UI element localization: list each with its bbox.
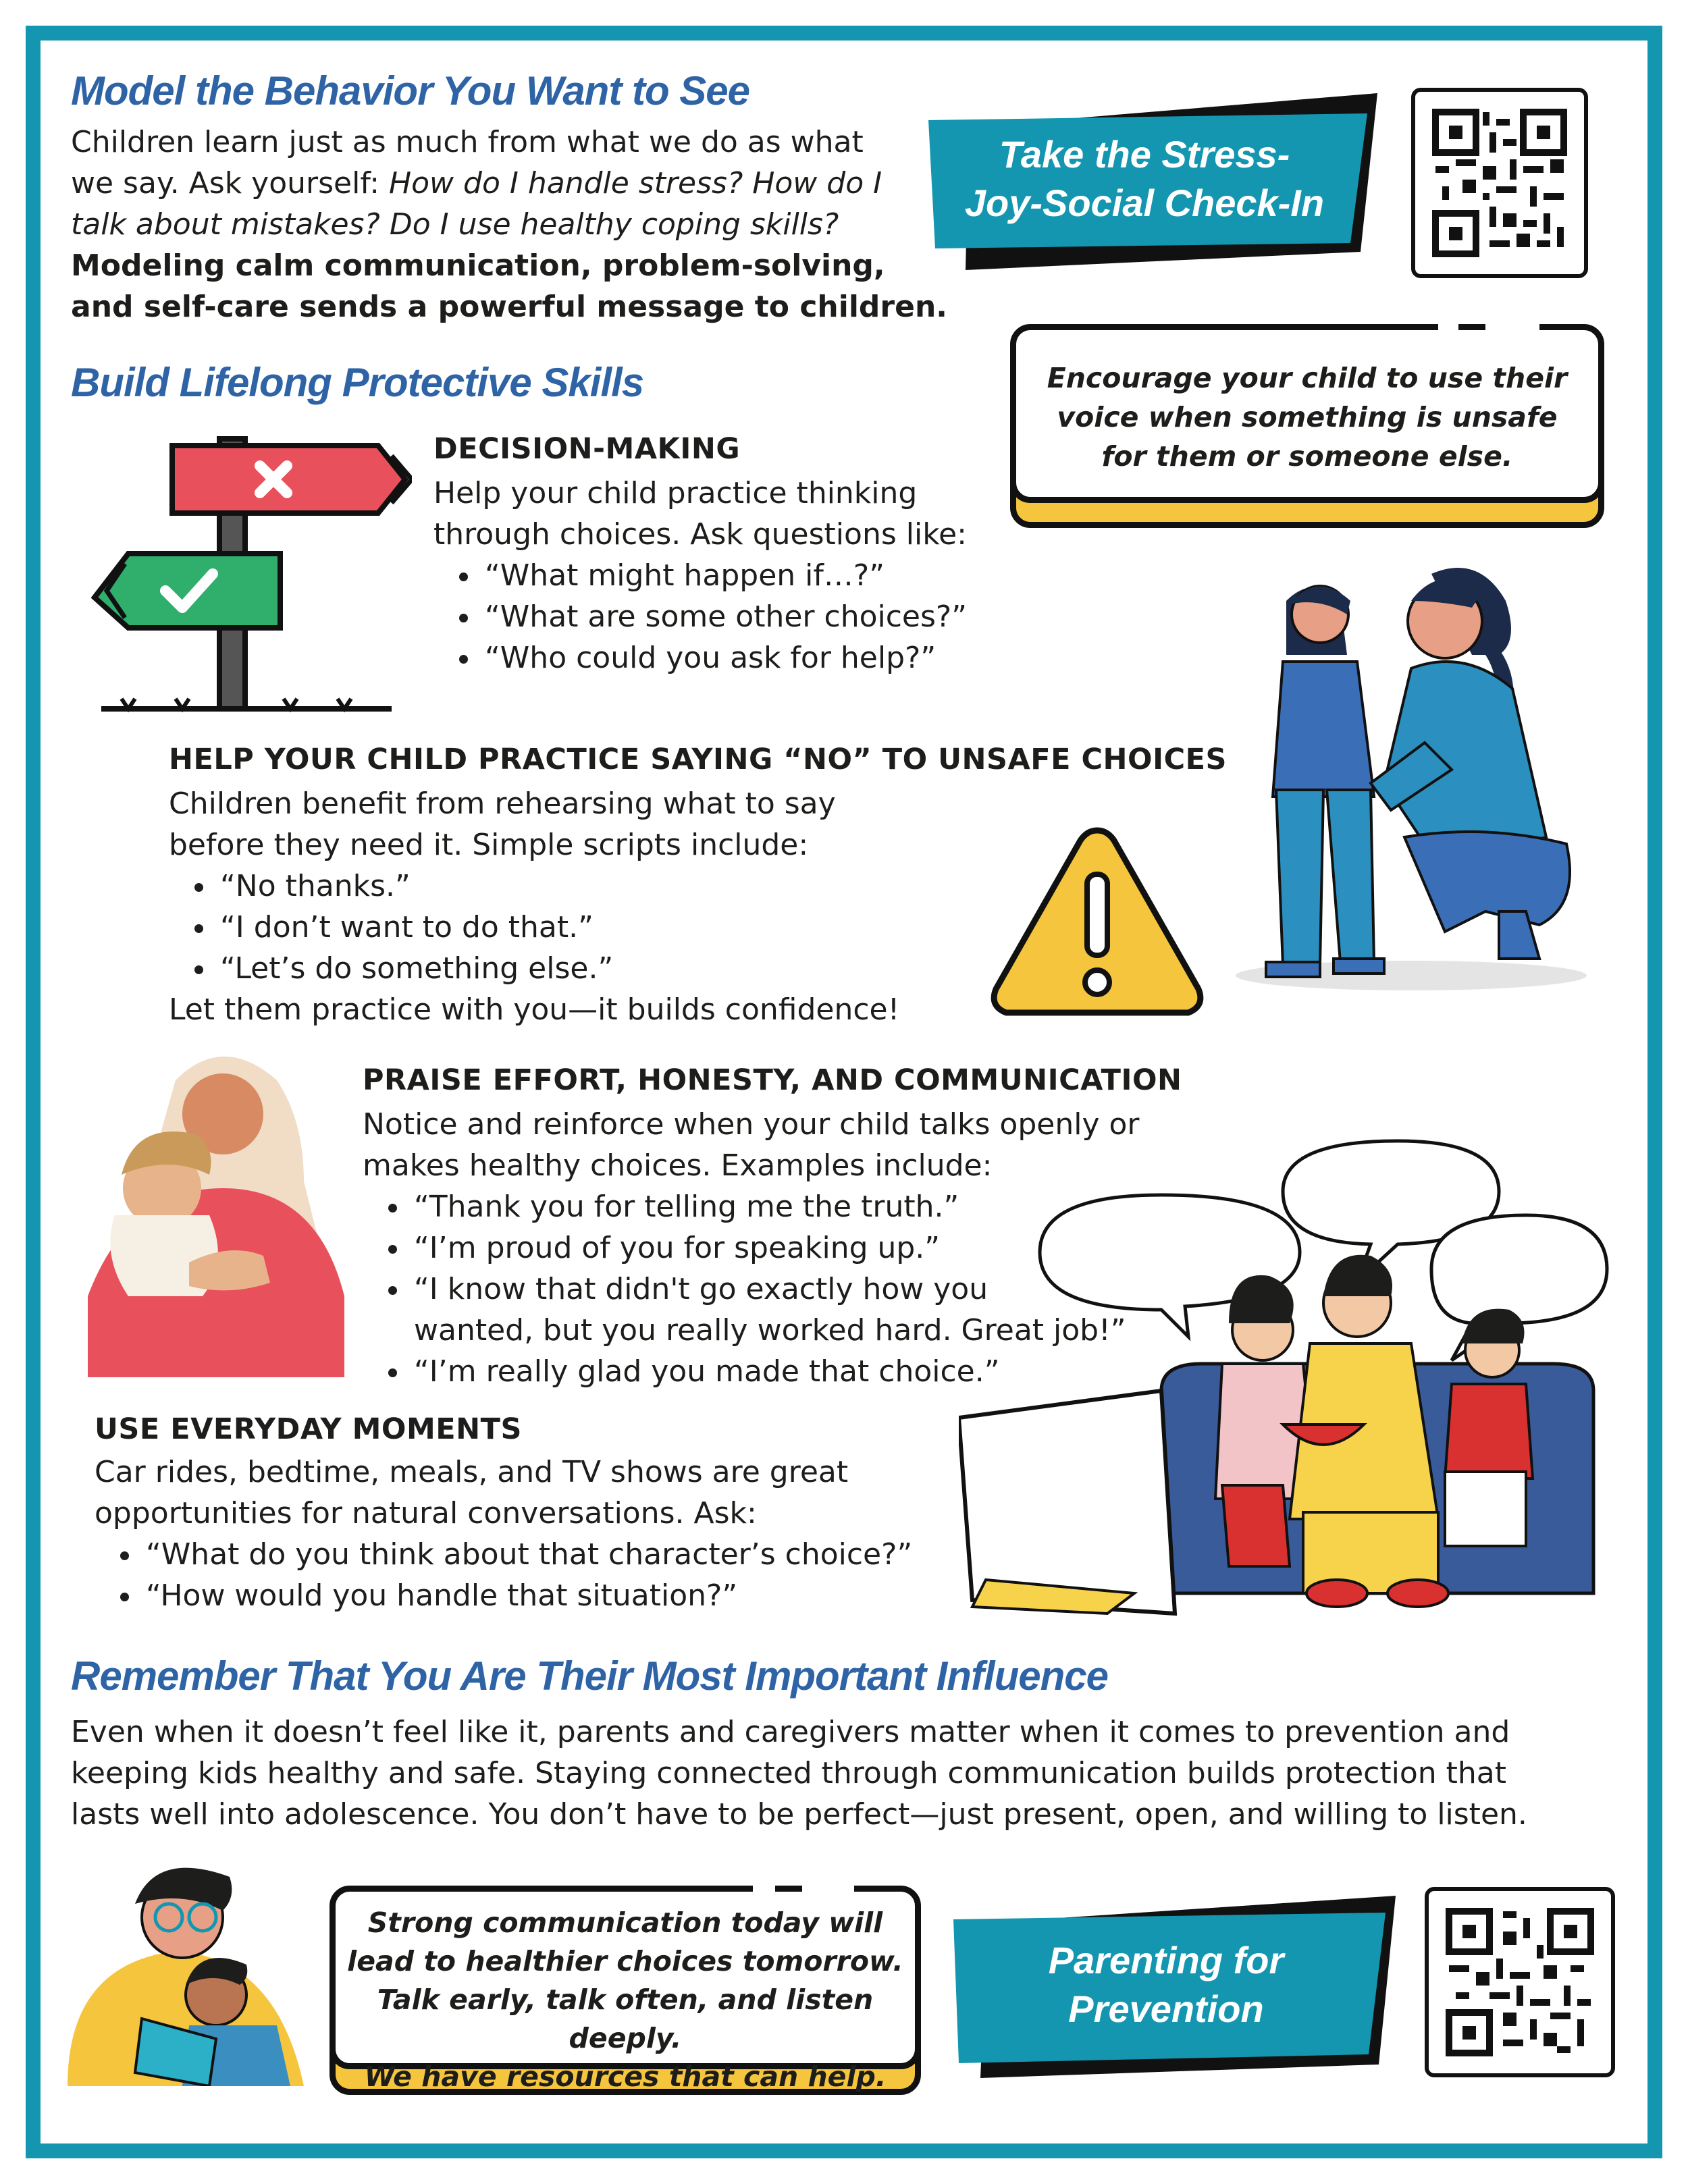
qr-code-top[interactable] — [1411, 88, 1588, 278]
warning-triangle-icon — [986, 820, 1209, 1023]
qr-code-icon — [1415, 92, 1584, 274]
everyday-moments-title: USE EVERYDAY MOMENTS — [95, 1412, 522, 1446]
text-line: Help your child practice thinking — [433, 476, 918, 510]
everyday-moments-text — [95, 1451, 972, 1616]
callout-line: lead to healthier choices tomorrow. — [347, 1945, 903, 1977]
influence-text — [71, 1711, 1624, 1835]
list-item: “No thanks.” — [182, 865, 979, 907]
father-son-reading-illustration — [61, 1857, 317, 2086]
text-line: Modeling calm communication, problem-solving, — [71, 248, 885, 283]
text-line: Let them practice with you—it builds confidence! — [169, 992, 900, 1027]
callout-dash-gap — [753, 1884, 854, 1894]
text-line: “I know that didn't go exactly how you — [414, 1272, 988, 1306]
heading-protective-skills: Build Lifelong Protective Skills — [71, 360, 644, 405]
hug-illustration — [88, 1040, 344, 1377]
text-line: Children benefit from rehearsing what to say — [169, 787, 836, 821]
signpost-icon — [88, 425, 412, 722]
banner-parenting-for-prevention[interactable] — [953, 1896, 1399, 2078]
text-line: through choices. Ask questions like: — [433, 517, 968, 552]
banner-line: Joy-Social Check-In — [964, 182, 1325, 224]
list-item: “I’m proud of you for speaking up.” — [376, 1227, 1173, 1269]
banner-line: Parenting for — [1048, 1939, 1284, 1981]
conversation-questions-list — [108, 1534, 972, 1616]
list-item: “What are some other choices?” — [447, 596, 1041, 637]
text-line: keeping kids healthy and safe. Staying connected through communication builds protection that — [71, 1756, 1506, 1790]
text-line: lasts well into adolescence. You don’t have to be perfect—just present, open, and willing to listen. — [71, 1797, 1527, 1832]
callout-line: Strong communication today will — [367, 1907, 883, 1939]
banner-line: Take the Stress- — [999, 133, 1290, 176]
saying-no-title: HELP YOUR CHILD PRACTICE SAYING “NO” TO UNSAFE CHOICES — [169, 743, 1227, 776]
list-item: “Let’s do something else.” — [182, 948, 979, 989]
text-line: talk about mistakes? Do I use healthy coping skills? — [71, 207, 839, 242]
text-line: makes healthy choices. Examples include: — [363, 1148, 993, 1183]
list-item: “Who could you ask for help?” — [447, 637, 1041, 678]
list-item: “How would you handle that situation?” — [108, 1575, 972, 1616]
callout-strong-communication — [329, 1886, 921, 2093]
banner-line: Prevention — [1068, 1988, 1264, 2030]
mother-daughter-illustration — [1209, 560, 1587, 992]
text-line: Notice and reinforce when your child talks openly or — [363, 1107, 1140, 1142]
praise-title: PRAISE EFFORT, HONESTY, AND COMMUNICATION — [363, 1063, 1182, 1097]
callout-encourage-voice — [1010, 324, 1604, 503]
callout-line: We have resources that can help. — [364, 2060, 887, 2093]
callout-dash-gap — [1438, 323, 1539, 332]
text-line: wanted, but you really worked hard. Great job!” — [414, 1313, 1126, 1348]
saying-no-text — [169, 783, 979, 1030]
list-item: “I don’t want to do that.” — [182, 907, 979, 948]
qr-code-icon — [1429, 1891, 1611, 2073]
text-line: Even when it doesn’t feel like it, parents and caregivers matter when it comes to prevention and — [71, 1715, 1510, 1749]
banner-stress-joy-social[interactable] — [928, 93, 1388, 270]
decision-making-title: DECISION-MAKING — [433, 432, 741, 466]
list-item: “Thank you for telling me the truth.” — [376, 1186, 1173, 1227]
decision-making-text — [433, 473, 1041, 678]
callout-line: Talk early, talk often, and listen deeply. — [377, 1983, 874, 2054]
list-item: “What might happen if…?” — [447, 555, 1041, 596]
text-line: and self-care sends a powerful message to children. — [71, 290, 947, 324]
text-line: opportunities for natural conversations. Ask: — [95, 1496, 757, 1530]
heading-most-important-influence: Remember That You Are Their Most Important Influence — [71, 1653, 1109, 1699]
text-line: Car rides, bedtime, meals, and TV shows are great — [95, 1455, 849, 1489]
callout-dash — [775, 1886, 802, 1892]
heading-model-behavior: Model the Behavior You Want to See — [71, 68, 750, 113]
model-behavior-text — [71, 122, 949, 327]
callout-dash — [1458, 324, 1485, 330]
list-item: “What do you think about that character’s choice?” — [108, 1534, 972, 1575]
family-tv-illustration — [959, 1134, 1641, 1620]
text-line: we say. Ask yourself: How do I handle stress? How do I — [71, 166, 882, 201]
list-item: “I’m really glad you made that choice.” — [376, 1351, 1173, 1392]
callout-line: for them or someone else. — [1101, 440, 1513, 473]
qr-code-bottom[interactable] — [1425, 1887, 1615, 2077]
text-line: Children learn just as much from what we do as what — [71, 125, 864, 159]
text-line: before they need it. Simple scripts include: — [169, 828, 809, 862]
decision-questions-list — [447, 555, 1041, 678]
callout-line: voice when something is unsafe — [1057, 401, 1558, 433]
callout-line: Encourage your child to use their — [1047, 362, 1568, 394]
scripts-list — [182, 865, 979, 989]
